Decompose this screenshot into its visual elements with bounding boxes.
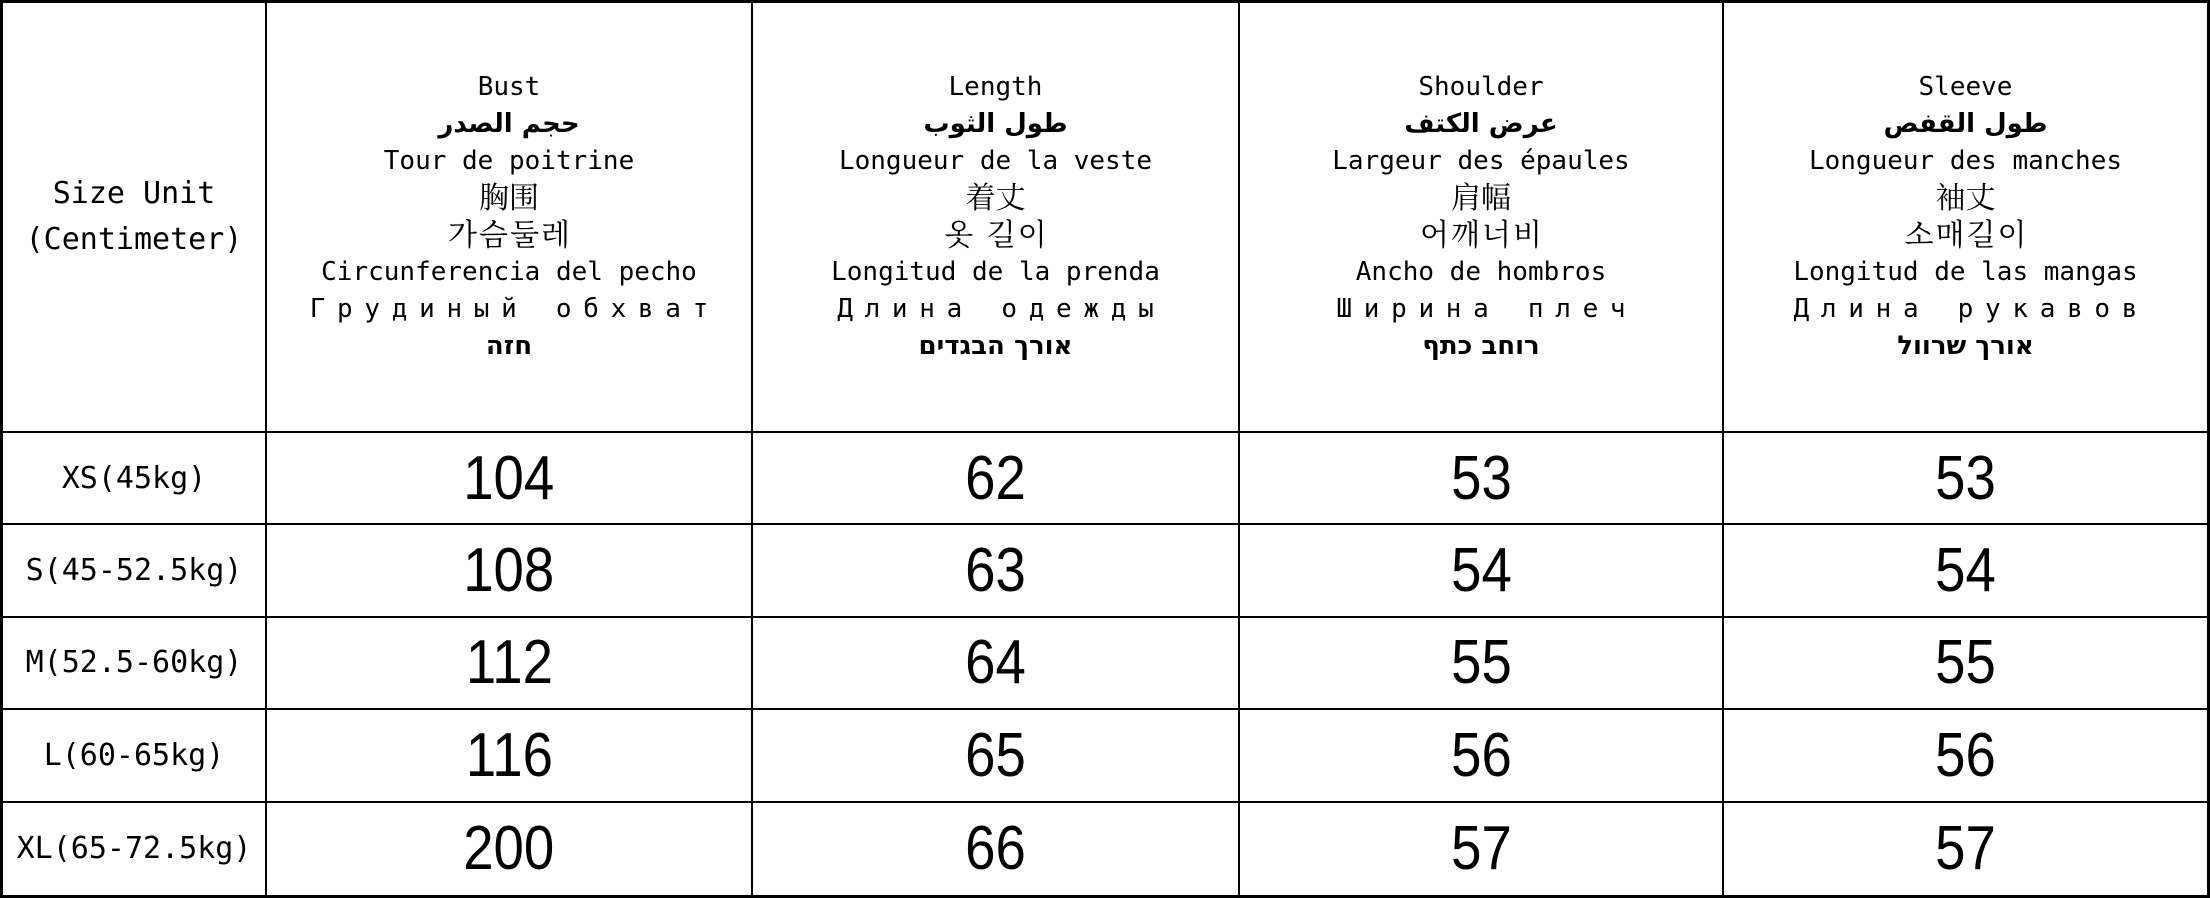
- bust-label-chinese: 胸围: [479, 181, 539, 216]
- sleeve-label-spanish: Longitud de las mangas: [1793, 257, 2138, 287]
- cell-l-sleeve: [1724, 710, 2207, 802]
- sleeve-label-chinese: 袖丈: [1935, 181, 1996, 216]
- value-xl-shoulder: 57: [1450, 814, 1512, 884]
- sleeve-label-english: Sleeve: [1918, 72, 2013, 102]
- bust-label-korean: 가슴둘레: [448, 218, 572, 253]
- row-label-l: L(60-65kg): [3, 710, 267, 802]
- sleeve-label-korean: 소매길이: [1904, 218, 2029, 253]
- value-l-shoulder: 56: [1450, 720, 1512, 790]
- bust-label-hebrew: חזה: [485, 331, 533, 361]
- size-unit-header-cell: [3, 3, 267, 433]
- shoulder-label-french: Largeur des épaules: [1332, 146, 1630, 176]
- cell-xs-sleeve: [1724, 433, 2207, 525]
- cell-m-length: [753, 618, 1240, 710]
- value-l-bust: 116: [465, 720, 553, 790]
- length-label-russian: Длина одежды: [837, 294, 1166, 324]
- cell-m-bust: [267, 618, 753, 710]
- cell-s-bust: [267, 525, 753, 617]
- column-header-shoulder: [1240, 3, 1724, 433]
- cell-xs-bust: [267, 433, 753, 525]
- length-label-french: Longueur de la veste: [838, 146, 1153, 176]
- bust-label-russian: Грудиный обхват: [309, 294, 720, 324]
- cell-xl-shoulder: [1240, 803, 1724, 895]
- size-unit-line1: Size Unit: [52, 176, 216, 211]
- value-s-bust: 108: [463, 536, 555, 606]
- value-m-length: 64: [965, 628, 1026, 698]
- length-label-korean: 옷 길이: [944, 218, 1049, 253]
- shoulder-label-arabic: عرض الكتف: [1404, 109, 1558, 139]
- value-s-sleeve: 54: [1935, 536, 1996, 606]
- cell-s-length: [753, 525, 1240, 617]
- bust-label-spanish: Circunferencia del pecho: [321, 257, 697, 287]
- sleeve-label-russian: Длина рукавов: [1793, 294, 2150, 324]
- cell-l-shoulder: [1240, 710, 1724, 802]
- value-l-length: 65: [965, 720, 1026, 790]
- cell-xl-length: [753, 803, 1240, 895]
- shoulder-label-spanish: Ancho de hombros: [1355, 257, 1607, 287]
- value-xs-sleeve: 53: [1935, 443, 1996, 513]
- sleeve-label-french: Longueur des manches: [1808, 146, 2123, 176]
- value-xs-bust: 104: [463, 443, 555, 513]
- shoulder-label-chinese: 肩幅: [1451, 181, 1511, 216]
- sleeve-label-arabic: طول القفص: [1883, 109, 2048, 139]
- value-m-bust: 112: [465, 628, 553, 698]
- bust-label-arabic: حجم الصدر: [438, 109, 580, 139]
- shoulder-label-korean: 어깨너비: [1420, 218, 1544, 253]
- cell-m-sleeve: [1724, 618, 2207, 710]
- length-label-chinese: 着丈: [965, 181, 1026, 216]
- bust-label-english: Bust: [477, 72, 541, 102]
- cell-m-shoulder: [1240, 618, 1724, 710]
- column-header-sleeve: [1724, 3, 2207, 433]
- value-s-shoulder: 54: [1450, 536, 1512, 606]
- cell-xl-sleeve: [1724, 803, 2207, 895]
- shoulder-label-russian: Ширина плеч: [1336, 294, 1638, 324]
- row-label-xs: XS(45kg): [3, 433, 267, 525]
- value-xl-length: 66: [965, 814, 1026, 884]
- cell-xl-bust: [267, 803, 753, 895]
- value-m-shoulder: 55: [1450, 628, 1512, 698]
- cell-s-sleeve: [1724, 525, 2207, 617]
- value-m-sleeve: 55: [1935, 628, 1996, 698]
- length-label-arabic: طول الثوب: [923, 109, 1068, 139]
- bust-label-french: Tour de poitrine: [383, 146, 635, 176]
- value-s-length: 63: [965, 536, 1026, 606]
- row-label-m: M(52.5-60kg): [3, 618, 267, 710]
- column-header-length: [753, 3, 1240, 433]
- cell-xs-shoulder: [1240, 433, 1724, 525]
- length-label-english: Length: [948, 72, 1043, 102]
- cell-s-shoulder: [1240, 525, 1724, 617]
- shoulder-label-hebrew: רוחב כתף: [1422, 331, 1540, 361]
- value-xl-sleeve: 57: [1935, 814, 1996, 884]
- value-xl-bust: 200: [463, 814, 555, 884]
- shoulder-label-english: Shoulder: [1418, 72, 1544, 102]
- value-xs-length: 62: [965, 443, 1026, 513]
- row-label-xl: XL(65-72.5kg): [3, 803, 267, 895]
- value-l-sleeve: 56: [1935, 720, 1996, 790]
- column-header-bust: [267, 3, 753, 433]
- cell-l-bust: [267, 710, 753, 802]
- row-label-s: S(45-52.5kg): [3, 525, 267, 617]
- cell-xs-length: [753, 433, 1240, 525]
- size-unit-line2: (Centimeter): [25, 222, 243, 257]
- sleeve-label-hebrew: אורך שרוול: [1897, 331, 2034, 361]
- length-label-hebrew: אורך הבגדים: [918, 331, 1073, 361]
- length-label-spanish: Longitud de la prenda: [831, 257, 1160, 287]
- value-xs-shoulder: 53: [1450, 443, 1512, 513]
- cell-l-length: [753, 710, 1240, 802]
